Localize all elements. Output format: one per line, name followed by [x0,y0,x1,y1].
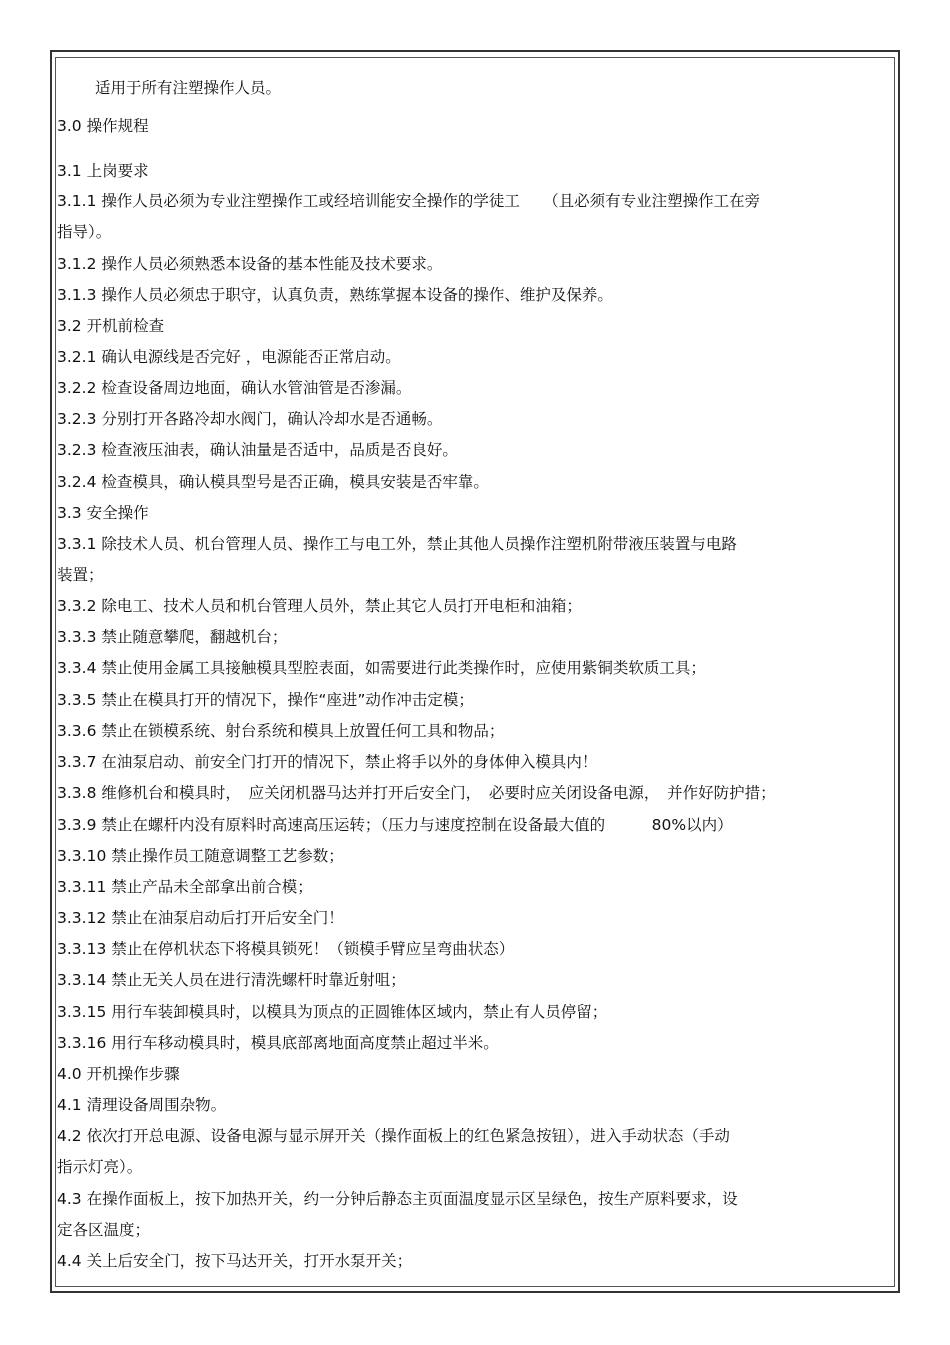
subsection-heading: 3.2 开机前检查 [57,317,165,335]
doc-line: 3.3.7 在油泵启动、前安全门打开的情况下，禁止将手以外的身体伸入模具内！ [57,753,598,771]
doc-line: 3.1.1 操作人员必须为专业注塑操作工或经培训能安全操作的学徒工 （且必须有专业注塑操作工在旁 [57,192,761,210]
doc-line: 3.3.3 禁止随意攀爬，翻越机台； [57,628,288,646]
doc-line: 指导）。 [57,223,112,241]
doc-line: 4.4 关上后安全门，按下马达开关，打开水泵开关； [57,1252,413,1270]
doc-line: 4.1 清理设备周围杂物。 [57,1096,227,1114]
doc-line: 3.3.8 维修机台和模具时， 应关闭机器马达并打开后安全门， 必要时应关闭设备电源， 并作好防护措； [57,784,776,802]
doc-line: 3.3.10 禁止操作员工随意调整工艺参数； [57,847,344,865]
doc-line: 4.2 依次打开总电源、设备电源与显示屏开关（操作面板上的红色紧急按钮），进入手动状态（手动 [57,1127,730,1145]
doc-line: 3.3.15 用行车装卸模具时，以模具为顶点的正圆锥体区域内，禁止有人员停留； [57,1003,608,1021]
intro-line: 适用于所有注塑操作人员。 [95,79,282,97]
doc-line: 3.3.1 除技术人员、机台管理人员、操作工与电工外，禁止其他人员操作注塑机附带液压装置与电路 [57,535,737,553]
doc-line: 3.3.4 禁止使用金属工具接触模具型腔表面，如需要进行此类操作时，应使用紫铜类软质工具； [57,659,706,677]
doc-line: 3.3.5 禁止在模具打开的情况下，操作“座进”动作冲击定模； [57,691,474,709]
doc-line: 3.2.4 检查模具，确认模具型号是否正确，模具安装是否牢靠。 [57,473,489,491]
subsection-heading: 3.1 上岗要求 [57,162,149,180]
doc-line: 3.1.2 操作人员必须熟悉本设备的基本性能及技术要求。 [57,255,443,273]
doc-line: 指示灯亮）。 [57,1158,143,1176]
doc-line: 3.2.2 检查设备周边地面，确认水管油管是否渗漏。 [57,379,412,397]
subsection-heading: 3.3 安全操作 [57,504,149,522]
doc-line: 3.2.3 检查液压油表，确认油量是否适中，品质是否良好。 [57,441,458,459]
doc-line: 3.2.1 确认电源线是否完好 ，电源能否正常启动。 [57,348,401,366]
doc-line: 装置； [57,566,104,584]
section-heading: 3.0 操作规程 [57,117,149,135]
doc-line: 定各区温度； [57,1221,151,1239]
doc-line: 3.1.3 操作人员必须忠于职守，认真负责，熟练掌握本设备的操作、维护及保养。 [57,286,613,304]
doc-line: 3.3.16 用行车移动模具时，模具底部离地面高度禁止超过半米。 [57,1034,499,1052]
doc-line: 3.3.6 禁止在锁模系统、射台系统和模具上放置任何工具和物品； [57,722,505,740]
doc-line: 3.3.9 禁止在螺杆内没有原料时高速高压运转；（压力与速度控制在设备最大值的 80%以内） [57,816,733,834]
doc-line: 3.3.2 除电工、技术人员和机台管理人员外，禁止其它人员打开电柜和油箱； [57,597,582,615]
doc-line: 3.3.14 禁止无关人员在进行清洗螺杆时靠近射咀； [57,971,406,989]
section-heading: 4.0 开机操作步骤 [57,1065,180,1083]
doc-line: 3.3.11 禁止产品未全部拿出前合模； [57,878,313,896]
doc-line: 3.3.13 禁止在停机状态下将模具锁死！（锁模手臂应呈弯曲状态） [57,940,515,958]
document-body [57,60,893,1285]
doc-line: 3.3.12 禁止在油泵启动后打开后安全门！ [57,909,344,927]
doc-line: 3.2.3 分别打开各路冷却水阀门，确认冷却水是否通畅。 [57,410,443,428]
doc-line: 4.3 在操作面板上，按下加热开关，约一分钟后静态主页面温度显示区呈绿色，按生产原料要求，设 [57,1190,738,1208]
